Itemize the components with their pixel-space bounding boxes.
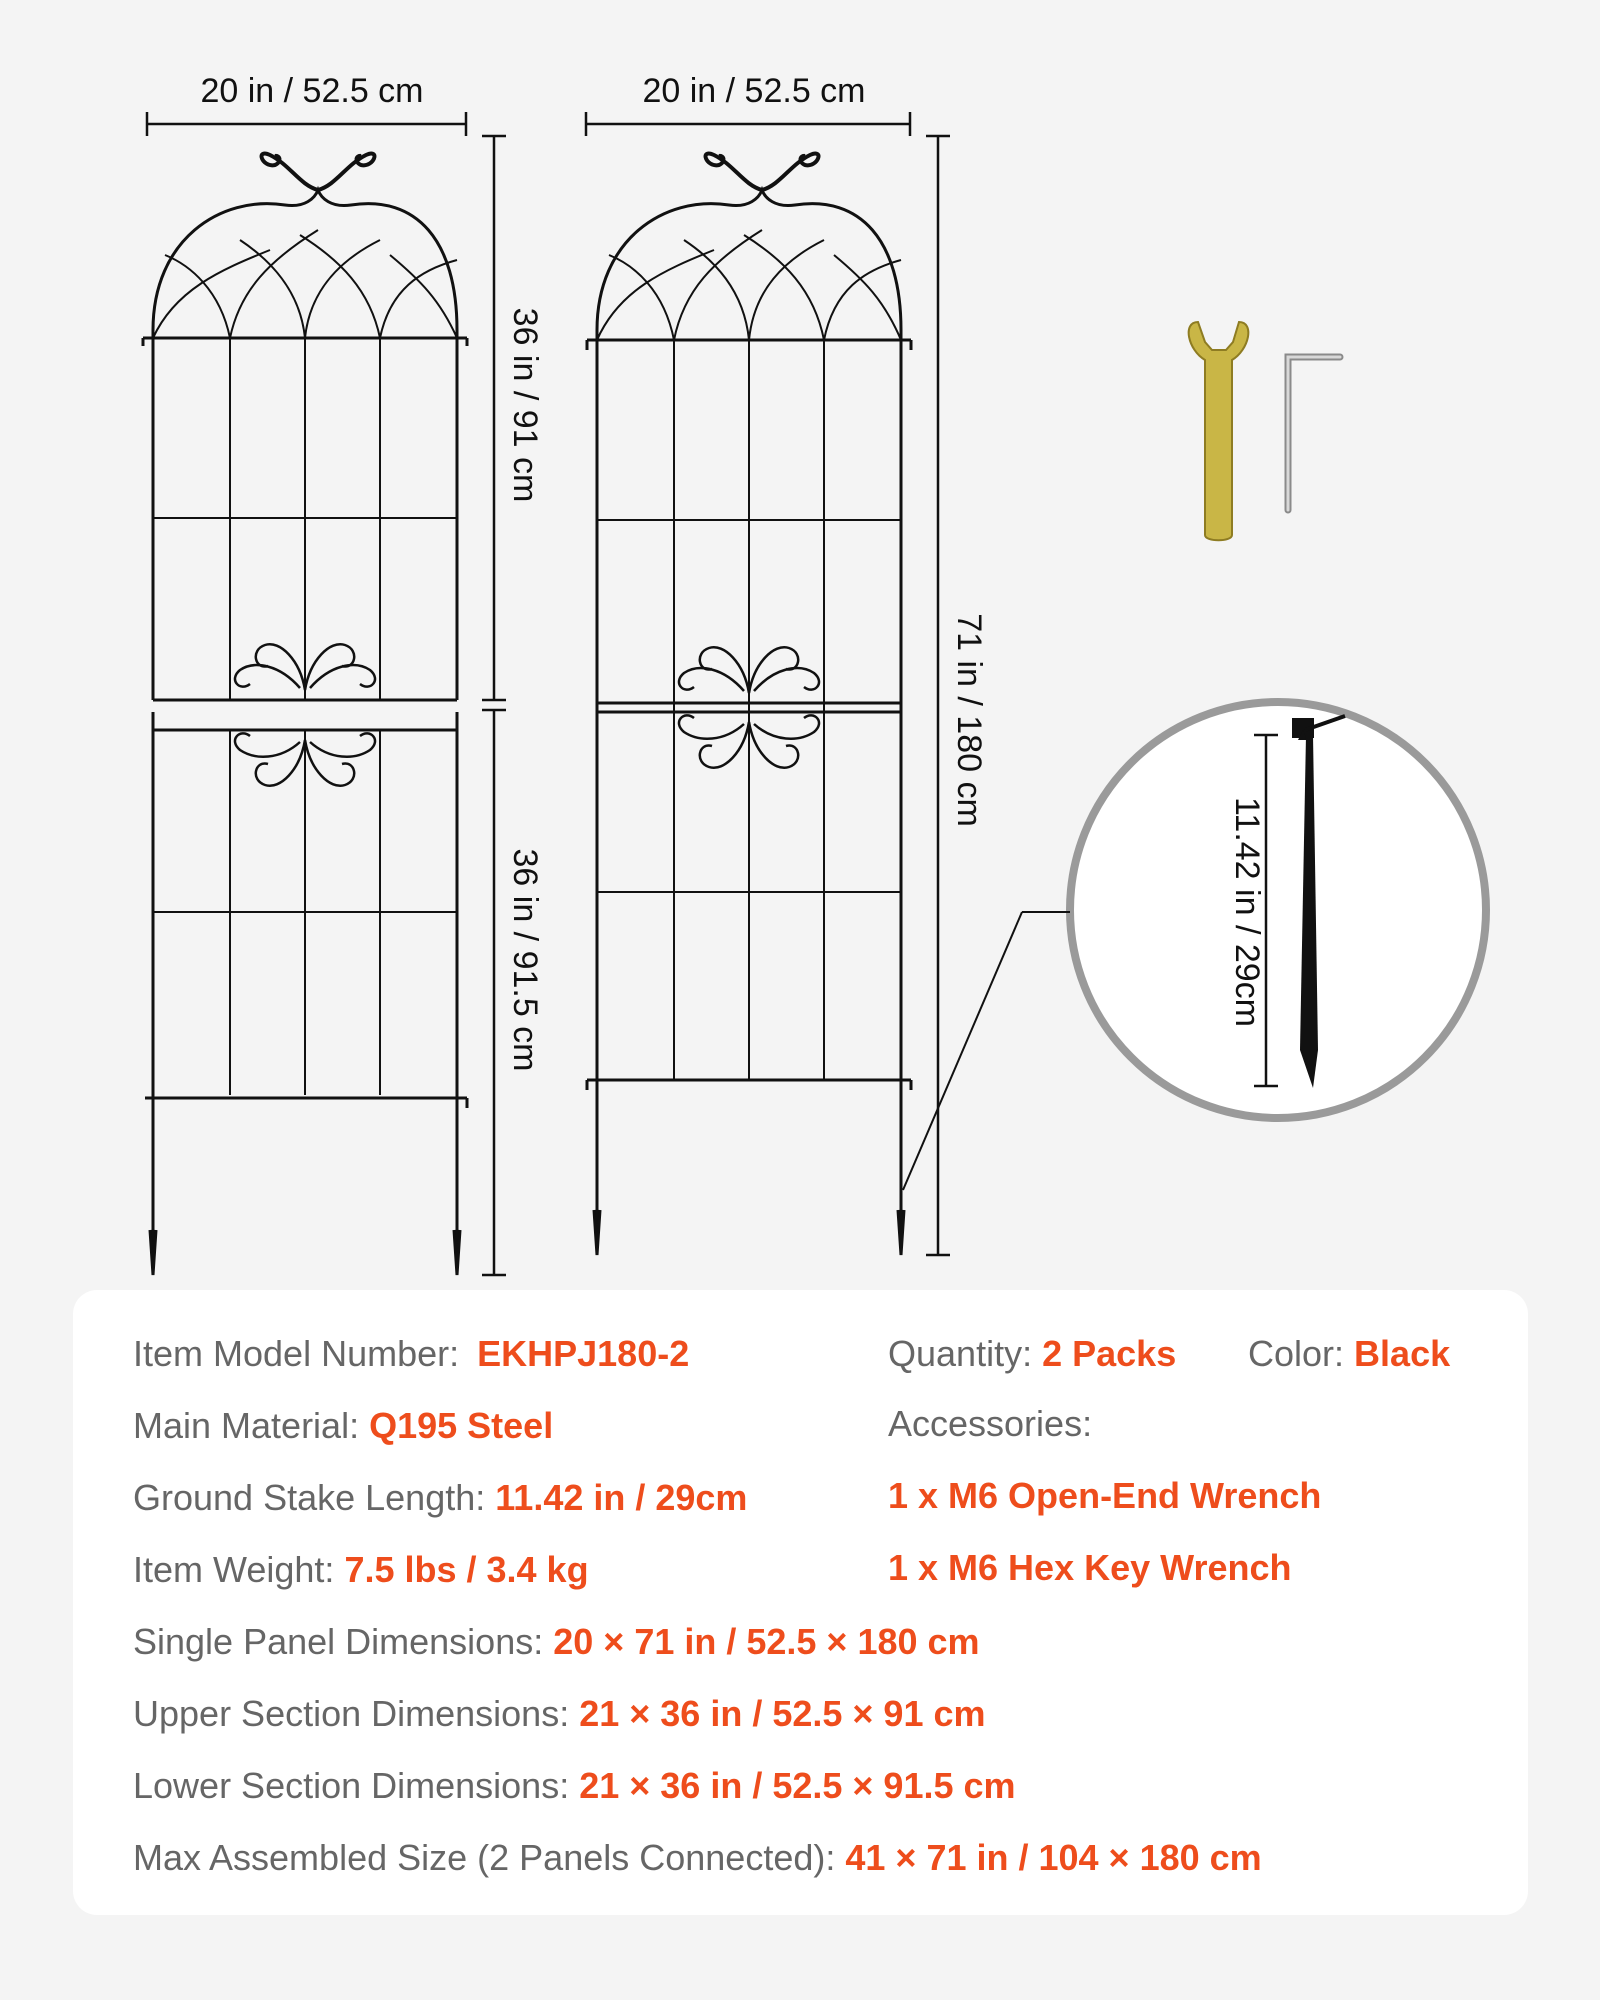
max-size-label: Max Assembled Size (2 Panels Connected): [133,1837,836,1878]
stake-value: 11.42 in / 29cm [495,1477,748,1518]
color-value: Black [1354,1333,1451,1374]
lower-section-value: 21 × 36 in / 52.5 × 91.5 cm [579,1765,1016,1806]
max-size-value: 41 × 71 in / 104 × 180 cm [845,1837,1262,1878]
trellis-panel-left [143,154,467,1275]
model-row [133,1332,689,1376]
open-end-wrench-icon [1189,322,1249,540]
quantity-row [888,1332,1176,1376]
quantity-value: 2 Packs [1042,1333,1177,1374]
accessory-1-row [888,1474,1321,1518]
accessory-1: 1 x M6 Open-End Wrench [888,1475,1322,1516]
color-row [1248,1332,1450,1376]
lower-section-row [133,1764,1016,1808]
color-label: Color: [1248,1333,1345,1374]
right-width-label: 20 in / 52.5 cm [642,72,866,110]
left-width-label: 20 in / 52.5 cm [200,72,424,110]
accessories-label: Accessories: [888,1403,1093,1444]
weight-value: 7.5 lbs / 3.4 kg [344,1549,589,1590]
upper-section-value: 21 × 36 in / 52.5 × 91 cm [579,1693,986,1734]
upper-height-label: 36 in / 91 cm [506,307,544,503]
hex-key-icon [1288,357,1340,510]
model-label: Item Model Number: [133,1333,460,1374]
upper-section-row [133,1692,986,1736]
lower-section-label: Lower Section Dimensions: [133,1765,570,1806]
single-panel-row [133,1620,980,1664]
material-row [133,1404,553,1448]
accessory-2-row [888,1546,1292,1590]
model-value: EKHPJ180-2 [477,1333,690,1374]
single-panel-value: 20 × 71 in / 52.5 × 180 cm [553,1621,980,1662]
accessories-row [888,1402,1092,1446]
stake-row [133,1476,747,1520]
total-height-label: 71 in / 180 cm [950,613,988,827]
max-size-row [133,1836,1262,1880]
material-label: Main Material: [133,1405,360,1446]
trellis-panel-right [587,154,911,1255]
stake-callout [903,702,1486,1190]
stake-label: Ground Stake Length: [133,1477,486,1518]
spec-card [73,1290,1528,1915]
weight-label: Item Weight: [133,1549,335,1590]
upper-section-label: Upper Section Dimensions: [133,1693,570,1734]
quantity-label: Quantity: [888,1333,1033,1374]
accessory-2: 1 x M6 Hex Key Wrench [888,1547,1292,1588]
dimension-lines [147,112,950,1275]
material-value: Q195 Steel [369,1405,554,1446]
weight-row [133,1548,589,1592]
stake-length-label: 11.42 in / 29cm [1228,797,1266,1027]
lower-height-label: 36 in / 91.5 cm [506,848,544,1072]
single-panel-label: Single Panel Dimensions: [133,1621,544,1662]
